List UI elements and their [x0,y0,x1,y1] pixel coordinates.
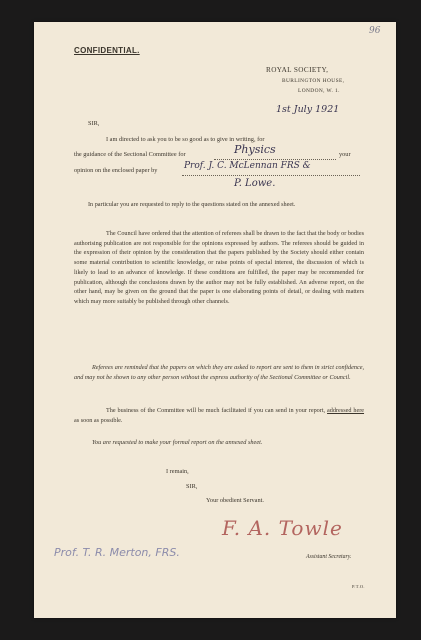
handwritten-committee: Physics [234,143,276,156]
request-line-2-end: your [339,151,351,158]
authors-rule [182,175,360,176]
address-line-1: BURLINGTON HOUSE, [282,78,345,84]
paragraph-referees: Referees are reminded that the papers on which they are asked to report are sent to them in strict confidence, and may not be shown to any other person without the express authority of the Sectional Committee or Council. [74,364,364,381]
pto-mark: P.T.O. [352,584,365,589]
handwritten-authors-2: P. Lowe. [234,178,276,189]
letter-page [34,22,396,618]
handwritten-date: 1st July 1921 [276,104,340,115]
committee-rule [214,159,336,160]
paragraph-particular: In particular you are requested to reply to the questions stated on the annexed sheet. [88,201,296,208]
business-text-2: as soon as possible. [74,416,123,424]
confidential-heading: CONFIDENTIAL. [74,46,140,55]
closing-servant: Your obedient Servant. [206,497,264,504]
paragraph-business [74,406,364,425]
business-addressed-here: addressed here [327,407,365,414]
request-line-1: I am directed to ask you to be so good as to give in writing, for [106,136,265,143]
request-line-2: the guidance of the Sectional Committee for [74,151,186,158]
page-number: 96 [369,26,381,36]
signature-title: Assistant Secretary. [306,554,352,560]
salutation: SIR, [88,120,100,127]
closing-remain: I remain, [166,468,189,475]
paragraph-formal-report: You are requested to make your formal report on the annexed sheet. [92,439,263,446]
org-name: ROYAL SOCIETY, [266,66,329,74]
closing-sir: SIR, [186,483,198,490]
signature: F. A. Towle [222,516,343,540]
paragraph-council: The Council have ordered that the attention of referees shall be drawn to the fact that the body or bodies authorising publication are not responsible for the opinions expressed by authors. The referees should be guided in the expression of their opinion by the consideration that the papers published by the Society should either contain some material contribution to scientific knowledge, or raise points of special interest, the discussion of which is likely to lead to an advance of knowledge. If these conditions are fulfilled, the paper may be recommended for publication, although the conclusions drawn by the author may not be fully established. An adverse report, on the other hand, may be given on the ground that the paper is one elaborating points of detail, or dealing with matters which may more suitably be published through other channels. [74,230,364,305]
request-line-3: opinion on the enclosed paper by [74,167,158,174]
business-text-1: The business of the Committee will be much facilitated if you can send in your report, [106,407,326,414]
address-line-2: LONDON, W. 1. [298,88,340,94]
pencil-recipient-note: Prof. T. R. Merton, FRS. [54,546,180,559]
handwritten-authors-1: Prof. J. C. McLennan FRS & [184,161,311,171]
